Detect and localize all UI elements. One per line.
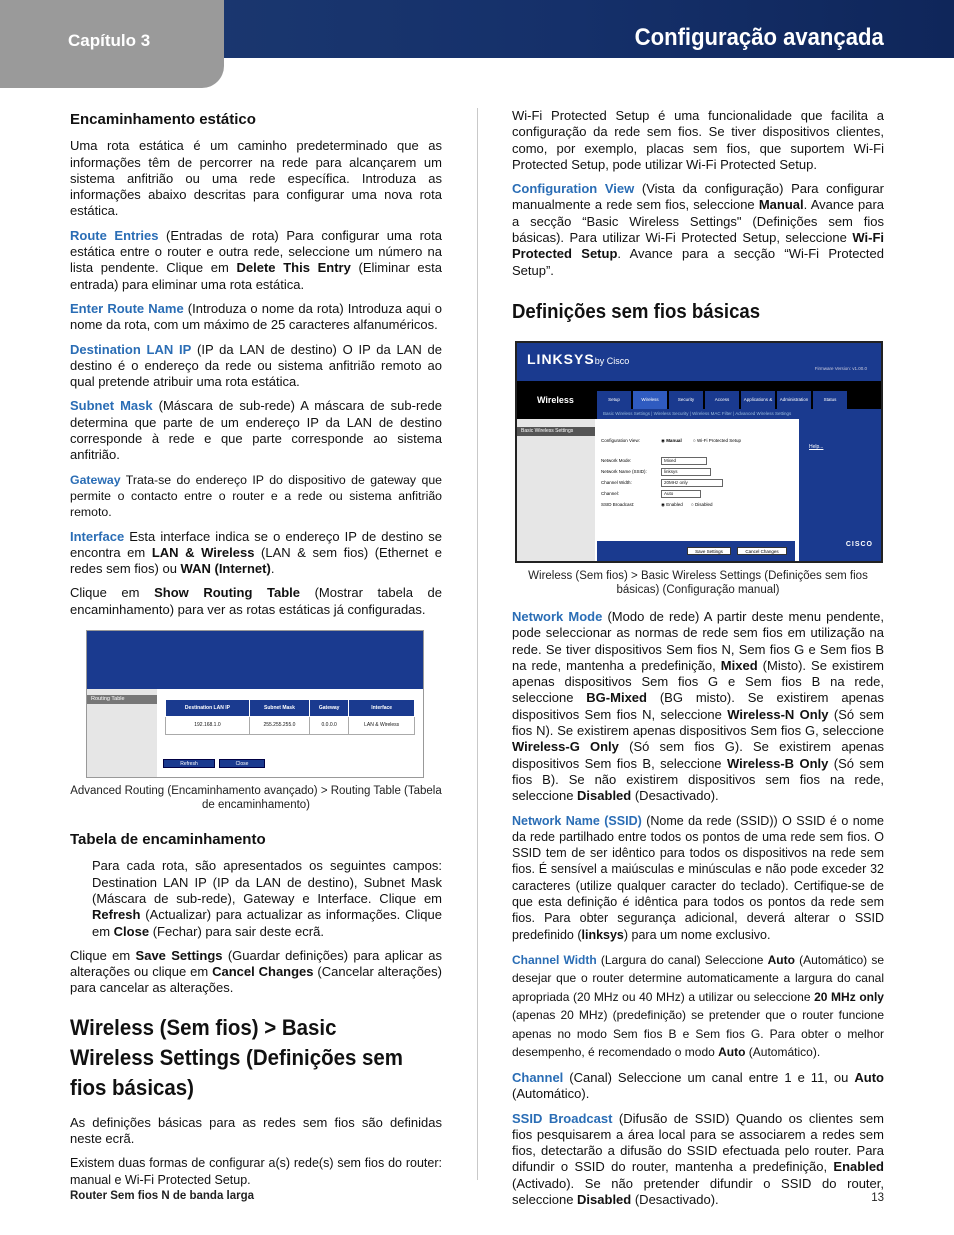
text: Esta interface indica se o endereço IP de destino se encontra em <box>70 528 442 560</box>
column-header: Interface <box>349 700 415 717</box>
paragraph-wps-intro: Wi-Fi Protected Setup é uma funcionalidade que facilita a configuração da rede sem fios. Se tiver dispositivos clientes, como, por exemplo, placas sem fios, que suportem Wi-Fi Protected Setup, pode utilizar Wi-Fi Protected Setup. <box>512 108 884 172</box>
tab-status[interactable]: Status <box>813 391 847 409</box>
text: . Avance para a secção “Basic Wireless Settings" (Definições sem fios básicas). Para utilizar Wi-Fi Protected Setup, seleccione <box>512 197 885 246</box>
tab-wireless[interactable]: Wireless <box>633 391 667 409</box>
bold-text: Save Settings <box>135 947 223 963</box>
channel-width-select[interactable]: 20MHz only <box>661 479 723 487</box>
table-cell: 255.255.255.0 <box>249 717 309 734</box>
paragraph-intro: Uma rota estática é um caminho predeterminado que as informações têm de percorrer na rede para alcançarem um sistema anfitrião ou uma rede específica. Introduza as informações abaixo descritas para configurar uma nova rota estática. <box>70 138 442 219</box>
text: (Actualizar) para actualizar as informações. Clique em <box>92 907 442 939</box>
routing-table <box>165 699 415 735</box>
text: (Máscara de sub-rede) A máscara de sub-rede determina que parte de um endereço IP da LAN de destino corresponde à rede e que parte corresponde ao sistema anfitrião. <box>70 398 442 463</box>
page-header <box>0 0 954 88</box>
column-divider <box>477 108 478 1180</box>
text: (Canal) Seleccione um canal entre 1 e 11, ou <box>563 1069 855 1085</box>
enabled-radio[interactable]: ◉ Enabled <box>661 501 683 507</box>
routing-table-side-label: Routing Table <box>87 695 157 704</box>
bold-text: linksys <box>581 927 624 942</box>
paragraph-configuration-view <box>512 181 884 279</box>
save-settings-button[interactable]: Save Settings <box>687 547 731 555</box>
text: . Avance para a secção “Wi-Fi Protected Setup”. <box>512 246 885 278</box>
table-cell: 0.0.0.0 <box>310 717 349 734</box>
firmware-version: Firmware Version: v1.00.0 <box>814 365 867 371</box>
logo-by-text: by Cisco <box>594 355 630 366</box>
text: (Largura do canal) Seleccione <box>596 952 768 967</box>
ssid-broadcast-label: SSID Broadcast: <box>601 501 635 507</box>
term-destination-lan-ip: Destination LAN IP <box>70 341 192 357</box>
term-channel-width: Channel Width <box>512 952 597 967</box>
network-mode-select[interactable]: Mixed <box>661 457 707 465</box>
text: (Automático). <box>745 1045 821 1060</box>
section-label: Wireless <box>517 381 595 419</box>
paragraph-destination-lan-ip <box>70 342 442 391</box>
paragraph-table-fields <box>70 858 442 939</box>
tab-setup[interactable]: Setup <box>597 391 631 409</box>
paragraph-network-name <box>512 813 884 943</box>
text: ) para um nome exclusivo. <box>623 927 771 942</box>
text: Clique em <box>70 947 136 963</box>
logo-text: LINKSYS <box>527 350 595 367</box>
text: (Cancelar alterações) para cancelar as alterações. <box>70 964 442 996</box>
text: (Misto). Se existirem apenas dispositivos Sem fios G e Sem fios B na rede, seleccione <box>512 657 885 706</box>
term-subnet-mask: Subnet Mask <box>70 398 153 414</box>
term-network-name: Network Name (SSID) <box>512 813 642 828</box>
text: (Só sem fios N). Se existirem apenas dispositivos Sem fios G, seleccione <box>512 706 884 739</box>
linksys-logo <box>527 351 629 369</box>
paragraph-network-mode <box>512 609 884 805</box>
term-route-entries: Route Entries <box>70 227 159 243</box>
bold-text: Auto <box>767 952 795 967</box>
text: . <box>270 561 275 577</box>
text: Trata-se do endereço IP do dispositivo de gateway que permite o contacto entre o router e a rede ou sistema anfitrião remoto. <box>70 472 442 520</box>
manual-label: Manual <box>666 437 682 443</box>
figure-basic-wireless <box>512 341 884 597</box>
paragraph-basic-intro: As definições básicas para as redes sem fios são definidas neste ecrã. <box>70 1114 442 1146</box>
bold-text: Show Routing Table <box>154 585 300 601</box>
ssid-label: Network Name (SSID): <box>601 468 647 474</box>
text: (BG misto). Se existirem apenas dispositivos Sem fios N, seleccione <box>512 690 884 722</box>
term-gateway: Gateway <box>70 472 121 487</box>
network-mode-label: Network Mode: <box>601 457 632 463</box>
footer-product: Router Sem fios N de banda larga <box>70 1190 255 1202</box>
text: (LAN & sem fios) (Ethernet e redes sem fios) ou <box>70 544 443 577</box>
tab-administration[interactable]: Administration <box>777 391 811 409</box>
figure-caption: Wireless (Sem fios) > Basic Wireless Settings (Definições sem fios básicas) (Configuração manual) <box>528 569 868 596</box>
section-heading-basic-settings: Definições sem fios básicas <box>512 300 761 323</box>
text: (Só sem fios G). Se existirem apenas dispositivos Sem fios B, seleccione <box>512 739 884 771</box>
wps-label: Wi-Fi Protected Setup <box>696 437 741 443</box>
channel-select[interactable]: Auto <box>661 490 701 498</box>
screenshot-topbar <box>517 343 881 381</box>
column-header: Destination LAN IP <box>166 700 250 717</box>
bold-text: Wi-Fi Protected Setup <box>512 230 884 262</box>
settings-form <box>597 419 797 541</box>
figure-caption: Advanced Routing (Encaminhamento avançado) > Routing Table (Tabela de encaminhamento) <box>70 785 442 812</box>
bold-text: Mixed <box>720 657 758 673</box>
page-title: Configuração avançada <box>634 24 884 51</box>
basic-wireless-side-label: Basic Wireless Settings <box>517 427 595 436</box>
enabled-label: Enabled <box>666 501 683 507</box>
figure-routing-table <box>70 630 442 812</box>
paragraph-route-entries <box>70 228 442 293</box>
routing-table-screenshot <box>86 630 424 778</box>
screenshot-topbar <box>87 631 423 689</box>
section-heading-basic-wireless: Wireless (Sem fios) > Basic Wireless Settings (Definições sem fios básicas) <box>70 1014 403 1100</box>
text: (Automático) se desejar que o router determine automaticamente a largura do canal apropriada (20 MHz ou 40 MHz) a utilizar ou seleccione <box>512 952 884 1004</box>
paragraph-gateway <box>70 472 442 521</box>
bold-text: Wireless-N Only <box>727 706 829 722</box>
text: (Nome da rede (SSID)) O SSID é o nome da rede partilhado entre todos os pontos de uma rede sem fios. O SSID tem de ser idêntico para todos os dispositivos na rede sem fios. É sensível a maiúsculas e minúsculas e não pode exceder 32 caracteres (utilize qualquer caracter do teclado). Certifique-se de que esta definição é idêntica para todos os pontos da rede sem fios. Para obter segurança adicional, deverá alterar o SSID predefinido ( <box>512 813 884 942</box>
help-link[interactable]: Help... <box>809 443 824 450</box>
table-cell: 192.168.1.0 <box>166 717 250 734</box>
table-header-row <box>166 700 415 717</box>
table-cell: LAN & Wireless <box>349 717 415 734</box>
term-channel: Channel <box>512 1069 564 1085</box>
text: (apenas 20 MHz) (predefinição) se pretender que o router funcione apenas no modo Sem fios B e Sem fios G. Para obter o melhor desempenho, é recomendado o modo <box>512 1008 884 1060</box>
section-heading-routing-table: Tabela de encaminhamento <box>70 831 266 849</box>
paragraph-enter-route-name <box>70 301 442 334</box>
bold-text: Manual <box>758 197 804 213</box>
bold-text: Delete This Entry <box>236 260 351 276</box>
table-row <box>166 717 415 734</box>
left-column <box>70 108 442 1196</box>
term-configuration-view: Configuration View <box>512 181 635 197</box>
screenshot-bottombar <box>597 541 795 561</box>
text: (Vista da configuração) Para configurar manualmente a rede sem fios, seleccione <box>512 181 884 213</box>
bold-text: Wireless-B Only <box>726 755 829 771</box>
text: (Eliminar esta entrada) para eliminar uma rota estática. <box>70 260 443 292</box>
bold-text: Wireless-G Only <box>512 739 619 755</box>
bold-text: Refresh <box>92 907 141 923</box>
text: (Fechar) para sair deste ecrã. <box>149 923 324 939</box>
disabled-radio[interactable]: ○ Disabled <box>691 501 713 507</box>
term-ssid-broadcast: SSID Broadcast <box>512 1110 613 1126</box>
page-number: 13 <box>871 1192 884 1204</box>
wps-radio[interactable]: ○ Wi-Fi Protected Setup <box>693 437 741 443</box>
text: (Guardar definições) para aplicar as alterações ou clique em <box>70 947 443 980</box>
paragraph-two-ways: Existem duas formas de configurar a(s) rede(s) sem fios do router: manual e Wi-Fi Protected Setup. <box>70 1156 442 1187</box>
right-column <box>512 108 884 1216</box>
term-enter-route-name: Enter Route Name <box>70 300 184 316</box>
bold-text: 20 MHz only <box>814 989 884 1004</box>
bold-text: LAN & Wireless <box>151 544 255 560</box>
term-interface: Interface <box>70 528 125 544</box>
text: (Activado). Se não pretender difundir o SSID do router, seleccione <box>512 1175 884 1207</box>
close-button[interactable]: Close <box>219 759 265 768</box>
text: (Desactivado). <box>631 788 719 804</box>
bold-text: Close <box>113 923 150 939</box>
text: Para cada rota, são apresentados os seguintes campos: Destination LAN IP (IP da LAN de destino), Subnet Mask (Máscara de sub-rede), Gateway e Interface. Clique em <box>92 858 442 906</box>
term-network-mode: Network Mode <box>512 608 603 624</box>
paragraph-interface <box>70 529 442 578</box>
text: (Automático). <box>512 1086 590 1102</box>
channel-label: Channel: <box>601 490 620 496</box>
refresh-button[interactable]: Refresh <box>163 759 215 768</box>
paragraph-channel-width <box>512 951 884 1062</box>
column-header: Gateway <box>310 700 349 717</box>
tab-access-restrictions[interactable]: Access <box>705 391 739 409</box>
basic-wireless-screenshot <box>515 341 883 563</box>
text: (IP da LAN de destino) O IP da LAN de destino é o endereço da rede ou sistema anfitrião remoto ao qual pretende atribuir uma rota estática. <box>70 341 442 390</box>
disabled-label: Disabled <box>694 501 713 507</box>
tab-applications-gaming[interactable]: Applications & <box>741 391 775 409</box>
paragraph-subnet-mask <box>70 398 442 463</box>
tab-security[interactable]: Security <box>669 391 703 409</box>
ssid-input[interactable]: linksys <box>661 468 711 476</box>
bold-text: Auto <box>718 1045 746 1060</box>
screenshot-sidebar <box>517 419 595 561</box>
cancel-changes-button[interactable]: Cancel Changes <box>737 547 787 555</box>
config-view-label: Configuration View: <box>601 437 640 443</box>
section-heading-static-routing: Encaminhamento estático <box>70 111 256 128</box>
text: (Desactivado). <box>631 1191 719 1207</box>
bold-text: Disabled <box>577 1191 632 1207</box>
text: (Introduza o nome da rota) Introduza aqui o nome da rota, com um máximo de 25 caracteres alfanuméricos. <box>70 300 442 333</box>
column-header: Subnet Mask <box>249 700 309 717</box>
text: (Modo de rede) A partir deste menu pendente, pode seleccionar as normas de rede sem fios em utilização na rede. Se tiver dispositivos Sem fios N, Sem fios G e Sem fios B na rede, mantenha a predefinição, <box>512 608 885 673</box>
bold-text: Disabled <box>577 788 632 804</box>
manual-radio[interactable]: ◉ Manual <box>661 437 682 443</box>
bold-text: Cancel Changes <box>212 964 314 980</box>
bold-text: WAN (Internet) <box>180 561 271 577</box>
paragraph-show-routing <box>70 585 442 618</box>
paragraph-ssid-broadcast <box>512 1111 884 1209</box>
bold-text: Enabled <box>833 1159 884 1175</box>
nav-tabs <box>597 391 847 409</box>
text: Clique em <box>70 585 155 601</box>
text: (Entradas de rota) Para configurar uma rota estática entre o router e outra rede, seleccione um número na lista pendente. Clique em <box>70 227 443 276</box>
paragraph-channel <box>512 1070 884 1103</box>
text: (Só sem fios B). Se não existirem dispositivos sem fios na rede, seleccione <box>512 755 884 804</box>
text: (Difusão de SSID) Quando os clientes sem fios pesquisarem a área local para se associarem a redes sem fios, detectarão a difusão do SSID efectuada pelo router. Para difundir o SSID do router, mantenha a predefinição, <box>512 1110 884 1175</box>
chapter-label: Capítulo 3 <box>68 31 151 50</box>
sub-nav[interactable]: Basic Wireless Settings | Wireless Security | Wireless MAC Filter | Advanced Wireless Settings <box>597 409 881 419</box>
cisco-logo: CISCO <box>845 540 873 548</box>
help-panel <box>799 419 881 561</box>
channel-width-label: Channel Width: <box>601 479 632 485</box>
text: (Mostrar tabela de encaminhamento) para ver as rotas estáticas já configuradas. <box>70 585 442 617</box>
bold-text: Auto <box>854 1069 884 1085</box>
bold-text: BG-Mixed <box>586 690 647 706</box>
paragraph-save-settings <box>70 948 442 997</box>
